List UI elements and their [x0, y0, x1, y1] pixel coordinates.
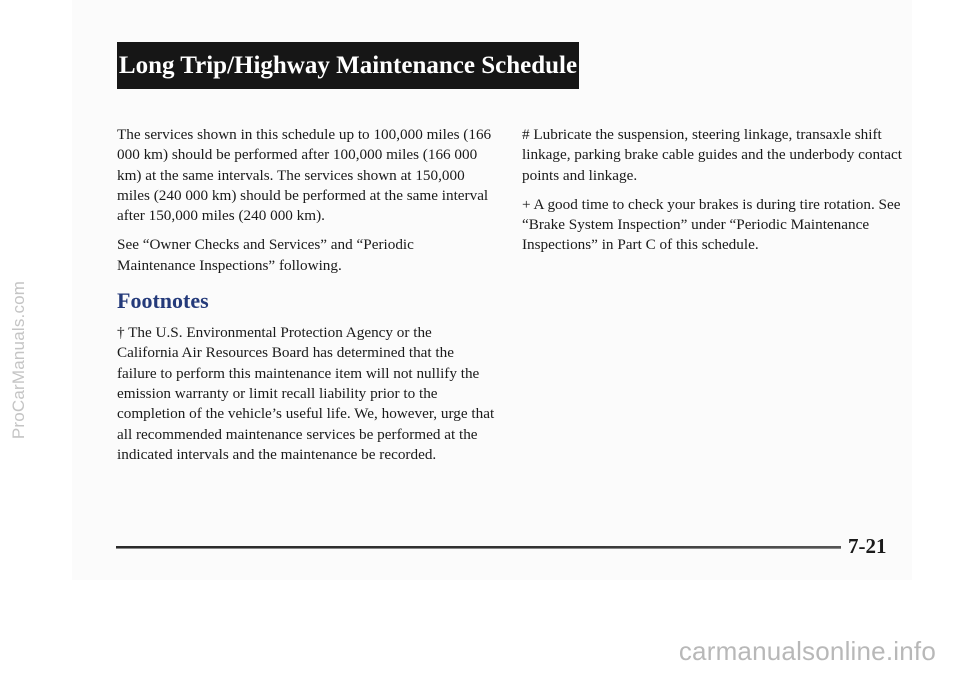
bottom-watermark-text: carmanualsonline.info — [678, 636, 936, 666]
bottom-watermark — [0, 630, 960, 670]
footnote-plus: + A good time to check your brakes is during tire rotation. See “Brake System Inspection” under “Periodic Maintenance Inspections” in Part C of this schedule. — [522, 195, 901, 254]
see-also-paragraph: See “Owner Checks and Services” and “Periodic Maintenance Inspections” following. — [117, 236, 414, 274]
side-watermark-text: ProCarManuals.com — [9, 280, 28, 440]
footnote-dagger: † The U.S. Environmental Protection Agency or the California Air Resources Board has determined that the failure to perform this maintenance item will not nullify the emission warranty or limit recall liability prior to the completion of the vehicle’s useful life. We, however, urge that all recommended maintenance services be performed at the indicated intervals and the maintenance be recorded. — [117, 324, 495, 463]
section-title-bar — [117, 42, 579, 89]
footnote-hash: # Lubricate the suspension, steering linkage, transaxle shift linkage, parking brake cable guides and the underbody contact points and linkage. — [522, 126, 902, 184]
page-title: Long Trip/Highway Maintenance Schedule — [118, 51, 578, 79]
left-column — [117, 125, 495, 474]
footnotes-heading: Footnotes — [117, 288, 209, 314]
footer-rule-underline — [116, 548, 841, 549]
page-number: 7-21 — [848, 534, 887, 558]
right-column — [522, 125, 902, 265]
side-watermark — [4, 100, 34, 620]
intro-paragraph: The services shown in this schedule up to 100,000 miles (166 000 km) should be performed after 100,000 miles (166 000 km) at the same intervals. The services shown at 150,000 miles (240 000 km) should be performed at the same interval after 150,000 miles (240 000 km). — [117, 126, 492, 225]
